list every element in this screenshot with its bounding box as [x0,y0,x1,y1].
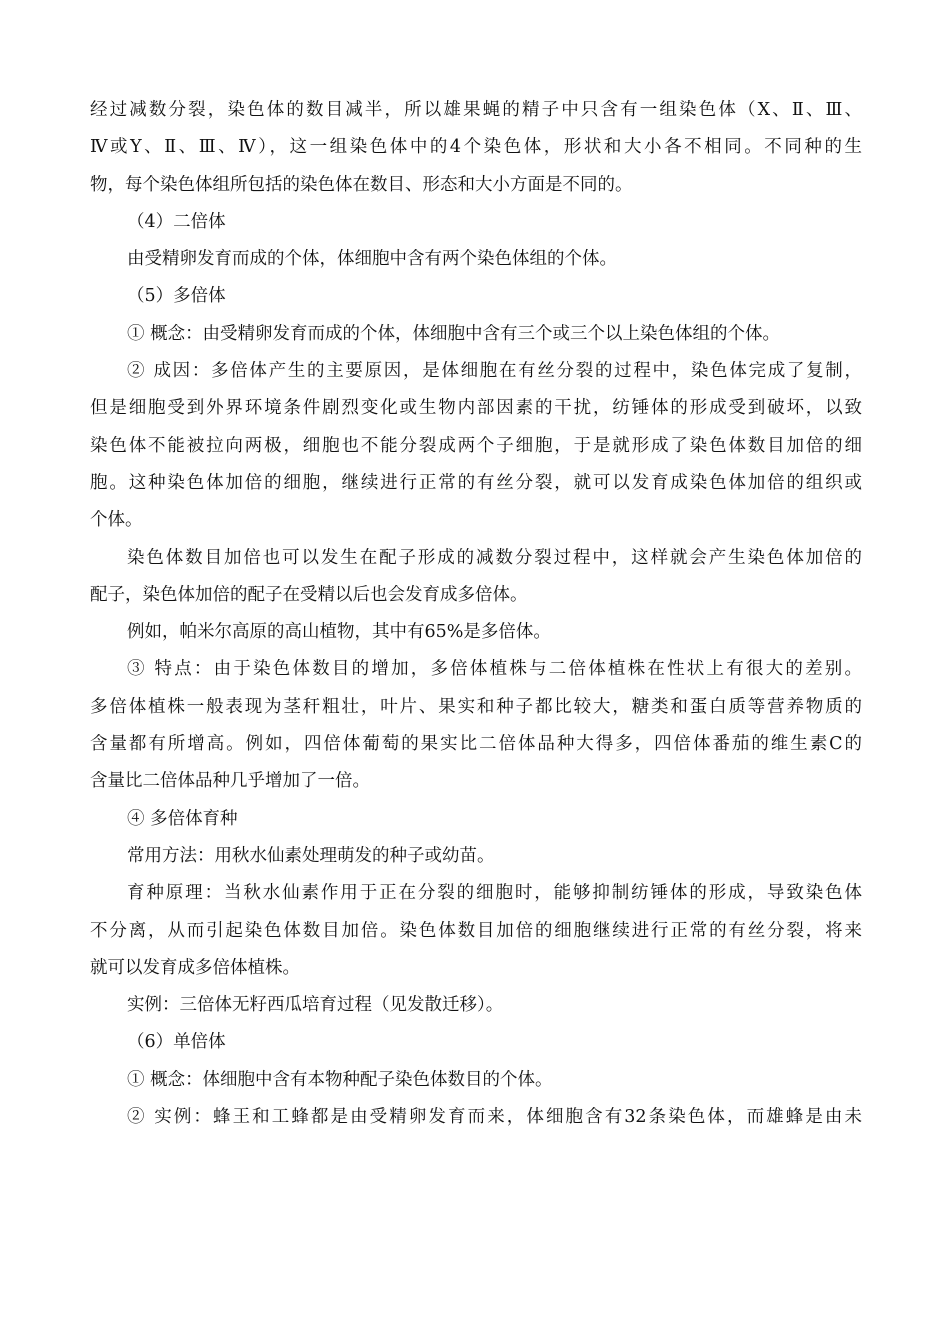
text-line: 染色体数目加倍也可以发生在配子形成的减数分裂过程中，这样就会产生染色体加倍的 [127,547,862,568]
text-line: 常用方法：用秋水仙素处理萌发的种子或幼苗。 [127,845,495,866]
text-line: 染色体不能被拉向两极，细胞也不能分裂成两个子细胞，于是就形成了染色体数目加倍的细 [90,435,862,456]
section-heading: （5）多倍体 [127,286,226,307]
text-line: 育种原理：当秋水仙素作用于正在分裂的细胞时，能够抑制纺锤体的形成，导致染色体 [127,883,862,904]
text-line: ④ 多倍体育种 [127,808,238,829]
text-line: 由受精卵发育而成的个体，体细胞中含有两个染色体组的个体。 [127,249,617,270]
text-line: 含量都有所增高。例如，四倍体葡萄的果实比二倍体品种大得多，四倍体番茄的维生素C的 [90,734,862,755]
section-heading: （6）单倍体 [127,1032,226,1053]
document-page [90,92,862,1136]
text-line: 含量比二倍体品种几乎增加了一倍。 [90,771,370,792]
text-line: 例如，帕米尔高原的高山植物，其中有65%是多倍体。 [127,622,551,643]
section-heading: （4）二倍体 [127,211,226,232]
text-line: 多倍体植株一般表现为茎秆粗壮，叶片、果实和种子都比较大，糖类和蛋白质等营养物质的 [90,696,862,717]
text-line: 但是细胞受到外界环境条件剧烈变化或生物内部因素的干扰，纺锤体的形成受到破坏，以致 [90,398,862,419]
text-line: ② 实例：蜂王和工蜂都是由受精卵发育而来，体细胞含有32条染色体，而雄蜂是由未 [127,1107,862,1128]
text-line: 实例：三倍体无籽西瓜培育过程（见发散迁移）。 [127,995,504,1016]
text-line: 就可以发育成多倍体植株。 [90,957,300,978]
text-line: 胞。这种染色体加倍的细胞，继续进行正常的有丝分裂，就可以发育成染色体加倍的组织或 [90,472,862,493]
text-line: ① 概念：体细胞中含有本物种配子染色体数目的个体。 [127,1069,553,1090]
text-line: ① 概念：由受精卵发育而成的个体，体细胞中含有三个或三个以上染色体组的个体。 [127,323,781,344]
text-line: 不分离，从而引起染色体数目加倍。染色体数目加倍的细胞继续进行正常的有丝分裂，将来 [90,920,862,941]
text-line: Ⅳ或Y、Ⅱ、Ⅲ、Ⅳ），这一组染色体中的4个染色体，形状和大小各不相同。不同种的生 [90,137,862,158]
text-line: 物，每个染色体组所包括的染色体在数目、形态和大小方面是不同的。 [90,174,633,195]
text-line: ② 成因：多倍体产生的主要原因，是体细胞在有丝分裂的过程中，染色体完成了复制， [127,361,862,382]
text-line: 个体。 [90,510,143,531]
text-line: 经过减数分裂，染色体的数目减半，所以雄果蝇的精子中只含有一组染色体（X、Ⅱ、Ⅲ、 [90,100,862,120]
text-line: 配子，染色体加倍的配子在受精以后也会发育成多倍体。 [90,584,528,605]
text-line: ③ 特点：由于染色体数目的增加，多倍体植株与二倍体植株在性状上有很大的差别。 [127,659,862,680]
